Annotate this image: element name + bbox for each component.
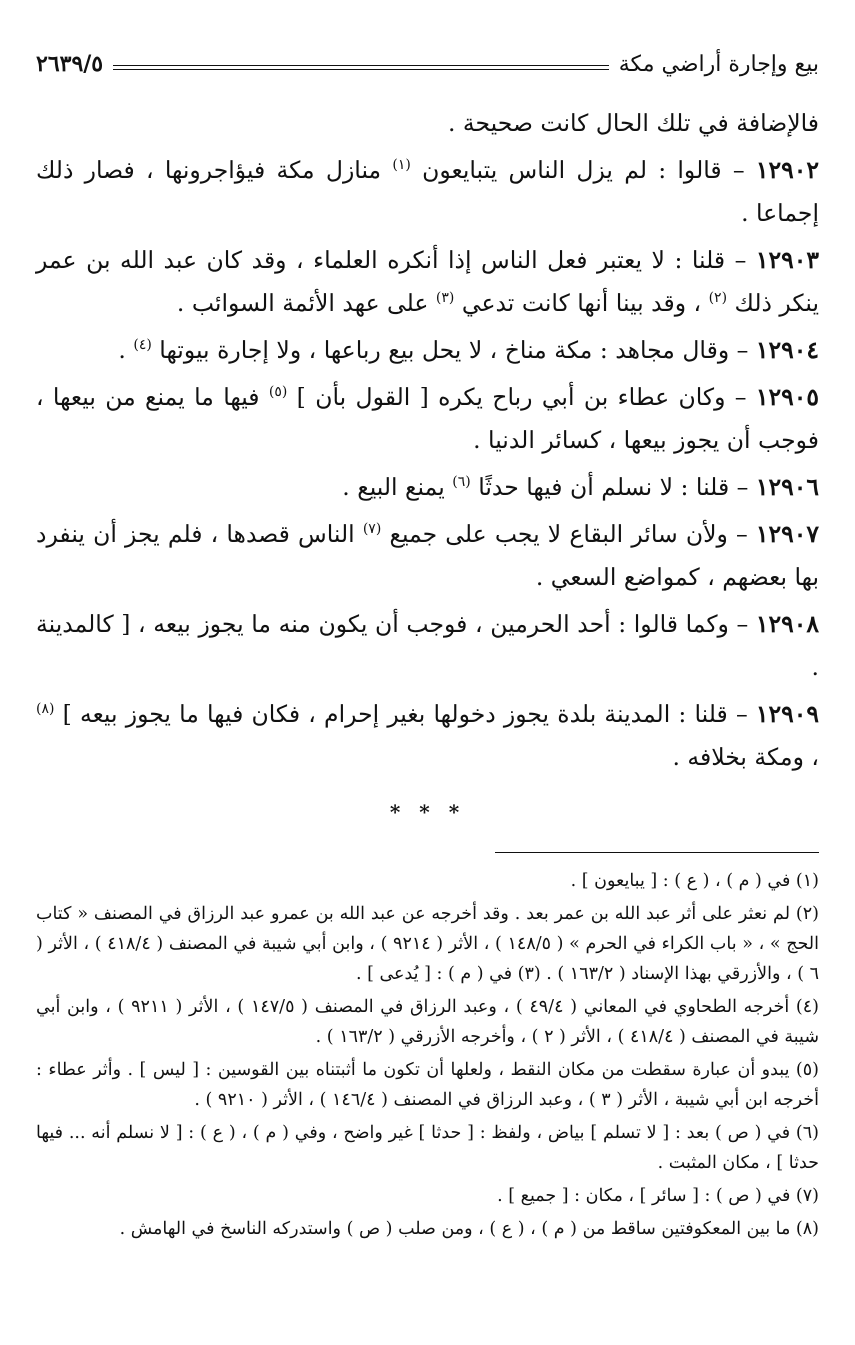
paragraph-text: .: [118, 336, 134, 364]
footnote: (١) في ( م ) ، ( ع ) : [ يبايعون ] .: [570, 871, 819, 891]
paragraph-text: – قلنا : لا نسلم أن فيها حدثًا: [470, 473, 756, 501]
paragraph-text: ، ومكة بخلافه .: [672, 743, 819, 771]
paragraph: [36, 376, 819, 462]
paragraph-text: – ولأن سائر البقاع لا يجب على جميع: [381, 520, 756, 548]
paragraph: [36, 466, 819, 509]
paragraph-number: ١٢٩٠٢: [755, 156, 819, 184]
paragraph-text: – وقال مجاهد : مكة مناخ ، لا يحل بيع رباعها ، ولا إجارة بيوتها: [151, 336, 756, 364]
footnotes: [36, 866, 819, 1247]
paragraph: [36, 693, 819, 779]
footnote-ref: (١): [392, 157, 411, 174]
footnote-ref: (٧): [362, 521, 382, 538]
footnote-ref: (٤): [133, 337, 152, 354]
paragraph-text: فالإضافة في تلك الحال كانت صحيحة .: [447, 109, 819, 137]
paragraph-number: ١٢٩٠٧: [755, 520, 820, 548]
paragraph: [36, 513, 819, 599]
paragraph-text: – قلنا : المدينة بلدة يجوز دخولها بغير إحرام ، فكان فيها ما يجوز بيعه ]: [54, 700, 756, 728]
footnote: (٦) في ( ص ) بعد : [ لا تسلم ] بياض ، ولفظ : [ حدثا ] غير واضح ، وفي ( م ) ، ( ع ) : [ لا نسلم أنه ... فيها حدثا ] ، مكان المثبت .: [36, 1123, 819, 1173]
paragraph-text: – قالوا : لم يزل الناس يتبايعون: [410, 156, 756, 184]
section-separator: * * *: [389, 800, 466, 824]
paragraph-number: ١٢٩٠٤: [755, 336, 819, 364]
paragraph-text: – وكما قالوا : أحد الحرمين ، فوجب أن يكون منه ما يجوز بيعه ، [ كالمدينة .: [36, 610, 819, 681]
paragraph-text: على عهد الأئمة السوائب .: [176, 289, 436, 317]
footnote: (٥) يبدو أن عبارة سقطت من مكان النقط ، ولعلها أن تكون ما أثبتناه بين القوسين : [ ليس ] . وأثر عطاء : أخرجه ابن أبي شيبة ، الأثر ( ٣ ) ، وعبد الرزاق في المصنف ( ١٤٦/٤ ) ، الأثر ( ٩٢١٠ ) .: [36, 1060, 819, 1110]
footnote: (٤) أخرجه الطحاوي في المعاني ( ٤٩/٤ ) ، وعبد الرزاق في المصنف ( ١٤٧/٥ ) ، الأثر ( ٩٢١١ ) ، وابن أبي شيبة في المصنف ( ٤١٨/٤ ) ، الأثر ( ٢ ) ، وأخرجه الأزرقي ( ١٦٣/٢ ) .: [36, 997, 819, 1047]
paragraph-text: منازل مكة فيؤاجرونها ، فصار ذلك إجماعا .: [36, 156, 819, 227]
paragraph: [36, 603, 819, 689]
footnote-ref: (٦): [452, 474, 471, 491]
paragraph: [36, 149, 819, 235]
paragraph-number: ١٢٩٠٨: [755, 610, 819, 638]
paragraph-text: ، وقد بينا أنها كانت تدعي: [454, 289, 709, 317]
paragraph-number: ١٢٩٠٩: [755, 700, 819, 728]
running-header: [36, 44, 819, 84]
header-rule: [113, 65, 609, 70]
paragraph-text: – قلنا : لا يعتبر فعل الناس إذا أنكره العلماء ، وقد كان عبد الله بن عمر ينكر ذلك: [36, 246, 819, 317]
paragraph-number: ١٢٩٠٦: [755, 473, 819, 501]
paragraph-text: فيها ما يمنع من بيعها ، فوجب أن يجوز بيعها ، كسائر الدنيا .: [36, 383, 819, 454]
footnote: (٨) ما بين المعكوفتين ساقط من ( م ) ، ( ع ) ، ومن صلب ( ص ) واستدركه الناسخ في الهامش .: [119, 1219, 819, 1239]
paragraph: [36, 102, 819, 145]
footnote-ref: (٢): [708, 290, 728, 307]
paragraph-number: ١٢٩٠٣: [755, 246, 819, 274]
paragraph-text: – وكان عطاء بن أبي رباح يكره [ القول بأن ]: [287, 383, 756, 411]
paragraph: [36, 239, 819, 325]
footnote-ref: (٣): [435, 290, 455, 307]
footnote: (٢) لم نعثر على أثر عبد الله بن عمر بعد . وقد أخرجه عن عبد الله بن عمرو عبد الرزاق في المصنف « كتاب الحج » ، « باب الكراء في الحرم » ( ١٤٨/٥ ) ، الأثر ( ٩٢١٤ ) ، وابن أبي شيبة في المصنف ( ٤١٨/٤ ) ، الأثر ( ٦ ) ، والأزرقي بهذا الإسناد ( ١٦٣/٢ ) . (٣) في ( م ) : [ يُدعى ] .: [36, 904, 819, 984]
footnote: (٧) في ( ص ) : [ سائر ] ، مكان : [ جميع ] .: [497, 1186, 819, 1206]
paragraph-number: ١٢٩٠٥: [755, 383, 819, 411]
main-text: [36, 102, 819, 783]
paragraph: [36, 329, 819, 372]
footnote-ref: (٨): [36, 701, 55, 718]
paragraph-text: يمنع البيع .: [342, 473, 453, 501]
running-title: بيع وإجارة أراضي مكة: [618, 51, 819, 77]
footnote-rule: [495, 852, 819, 853]
paragraph-text: الناس قصدها ، فلم يجز أن ينفرد بها بعضهم ، كمواضع السعي .: [36, 520, 819, 591]
page-number: ٢٦٣٩/٥: [36, 51, 104, 77]
footnote-ref: (٥): [268, 384, 288, 401]
